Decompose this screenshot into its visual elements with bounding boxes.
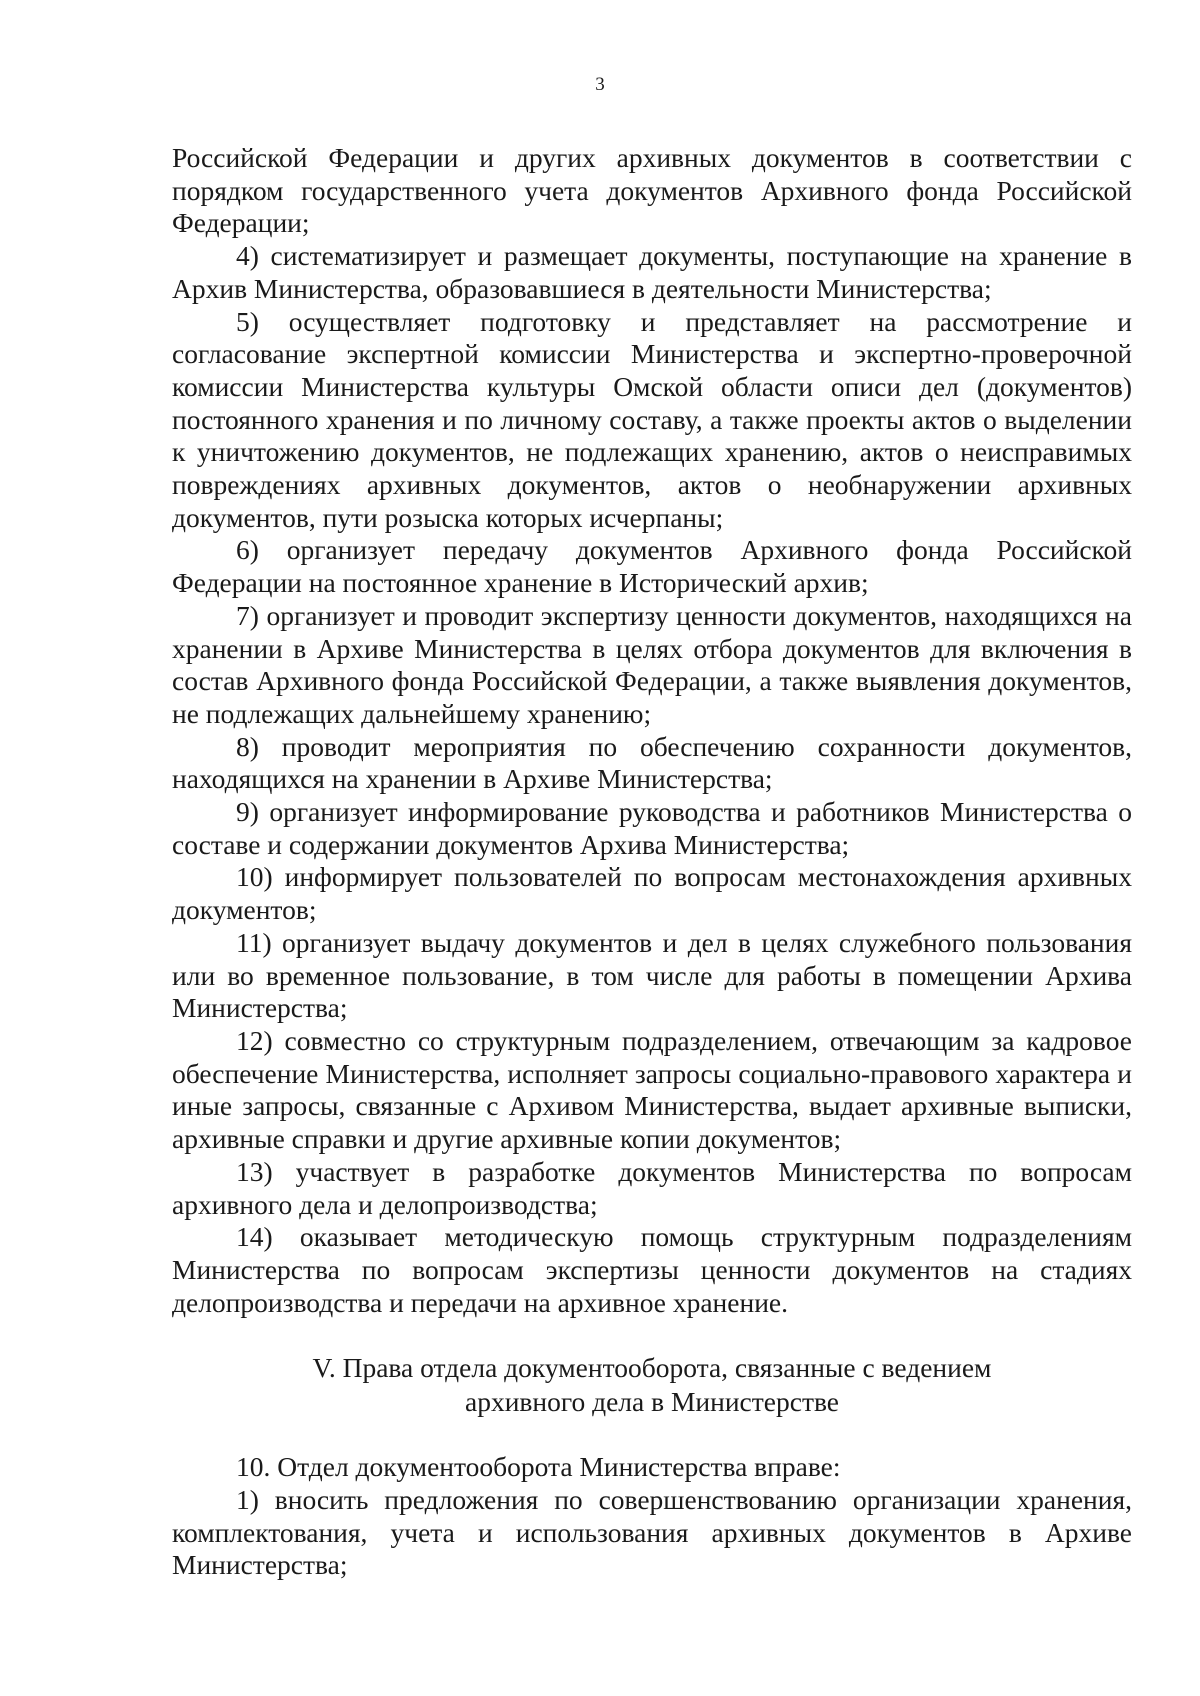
document-body [172, 142, 1132, 1582]
paragraph-item-5: 5) осуществляет подготовку и представляет на рассмотрение и согласование экспертной комиссии Министерства и экспертно-проверочной комиссии Министерства культуры Омской области описи дел (документов) постоянного хранения и по личному составу, а также проекты актов о выделении к уничтожению документов, не подлежащих хранению, актов о неисправимых повреждениях архивных документов, актов о необнаружении архивных документов, пути розыска которых исчерпаны; [172, 305, 1132, 533]
paragraph-item-8: 8) проводит мероприятия по обеспечению сохранности документов, находящихся на хранении в Архиве Министерства; [172, 730, 1132, 795]
clause-10-item-1: 1) вносить предложения по совершенствованию организации хранения, комплектования, учета и использования архивных документов в Архиве Министерства; [172, 1484, 1132, 1581]
paragraph-item-9: 9) организует информирование руководства и работников Министерства о составе и содержании документов Архива Министерства; [172, 796, 1132, 860]
paragraph-item-4: 4) систематизирует и размещает документы, поступающие на хранение в Архив Министерства, образовавшиеся в деятельности Министерства; [172, 240, 1132, 304]
clause-10-intro: 10. Отдел документооборота Министерства вправе: [236, 1451, 841, 1483]
page-number: 3 [595, 74, 605, 95]
paragraph-item-14: 14) оказывает методическую помощь структурным подразделениям Министерства по вопросам экспертизы ценности документов на стадиях делопроизводства и передачи на архивное хранение. [172, 1221, 1132, 1318]
section-heading [172, 1351, 1132, 1419]
paragraph-item-13: 13) участвует в разработке документов Министерства по вопросам архивного дела и делопроизводства; [172, 1155, 1132, 1220]
section-heading-line-2: архивного дела в Министерстве [465, 1386, 839, 1418]
paragraph-item-7: 7) организует и проводит экспертизу ценности документов, находящихся на хранении в Архиве Министерства в целях отбора документов для включения в состав Архивного фонда Российской Федерации, а также выявления документов, не подлежащих дальнейшему хранению; [172, 599, 1132, 729]
paragraph-item-12: 12) совместно со структурным подразделением, отвечающим за кадровое обеспечение Министерства, исполняет запросы социально-правового характера и иные запросы, связанные с Архивом Министерства, выдает архивные выписки, архивные справки и другие архивные копии документов; [172, 1024, 1132, 1155]
paragraph-continuation: Российской Федерации и других архивных документов в соответствии с порядком государственного учета документов Архивного фонда Российской Федерации; [172, 142, 1132, 239]
paragraph-item-6: 6) организует передачу документов Архивного фонда Российской Федерации на постоянное хранение в Исторический архив; [172, 534, 1132, 599]
paragraph-item-11: 11) организует выдачу документов и дел в целях служебного пользования или во временное пользование, в том числе для работы в помещении Архива Министерства; [172, 926, 1132, 1024]
paragraph-item-10: 10) информирует пользователей по вопросам местонахождения архивных документов; [172, 861, 1132, 926]
section-heading-line-1: V. Права отдела документооборота, связанные с ведением [312, 1352, 992, 1384]
